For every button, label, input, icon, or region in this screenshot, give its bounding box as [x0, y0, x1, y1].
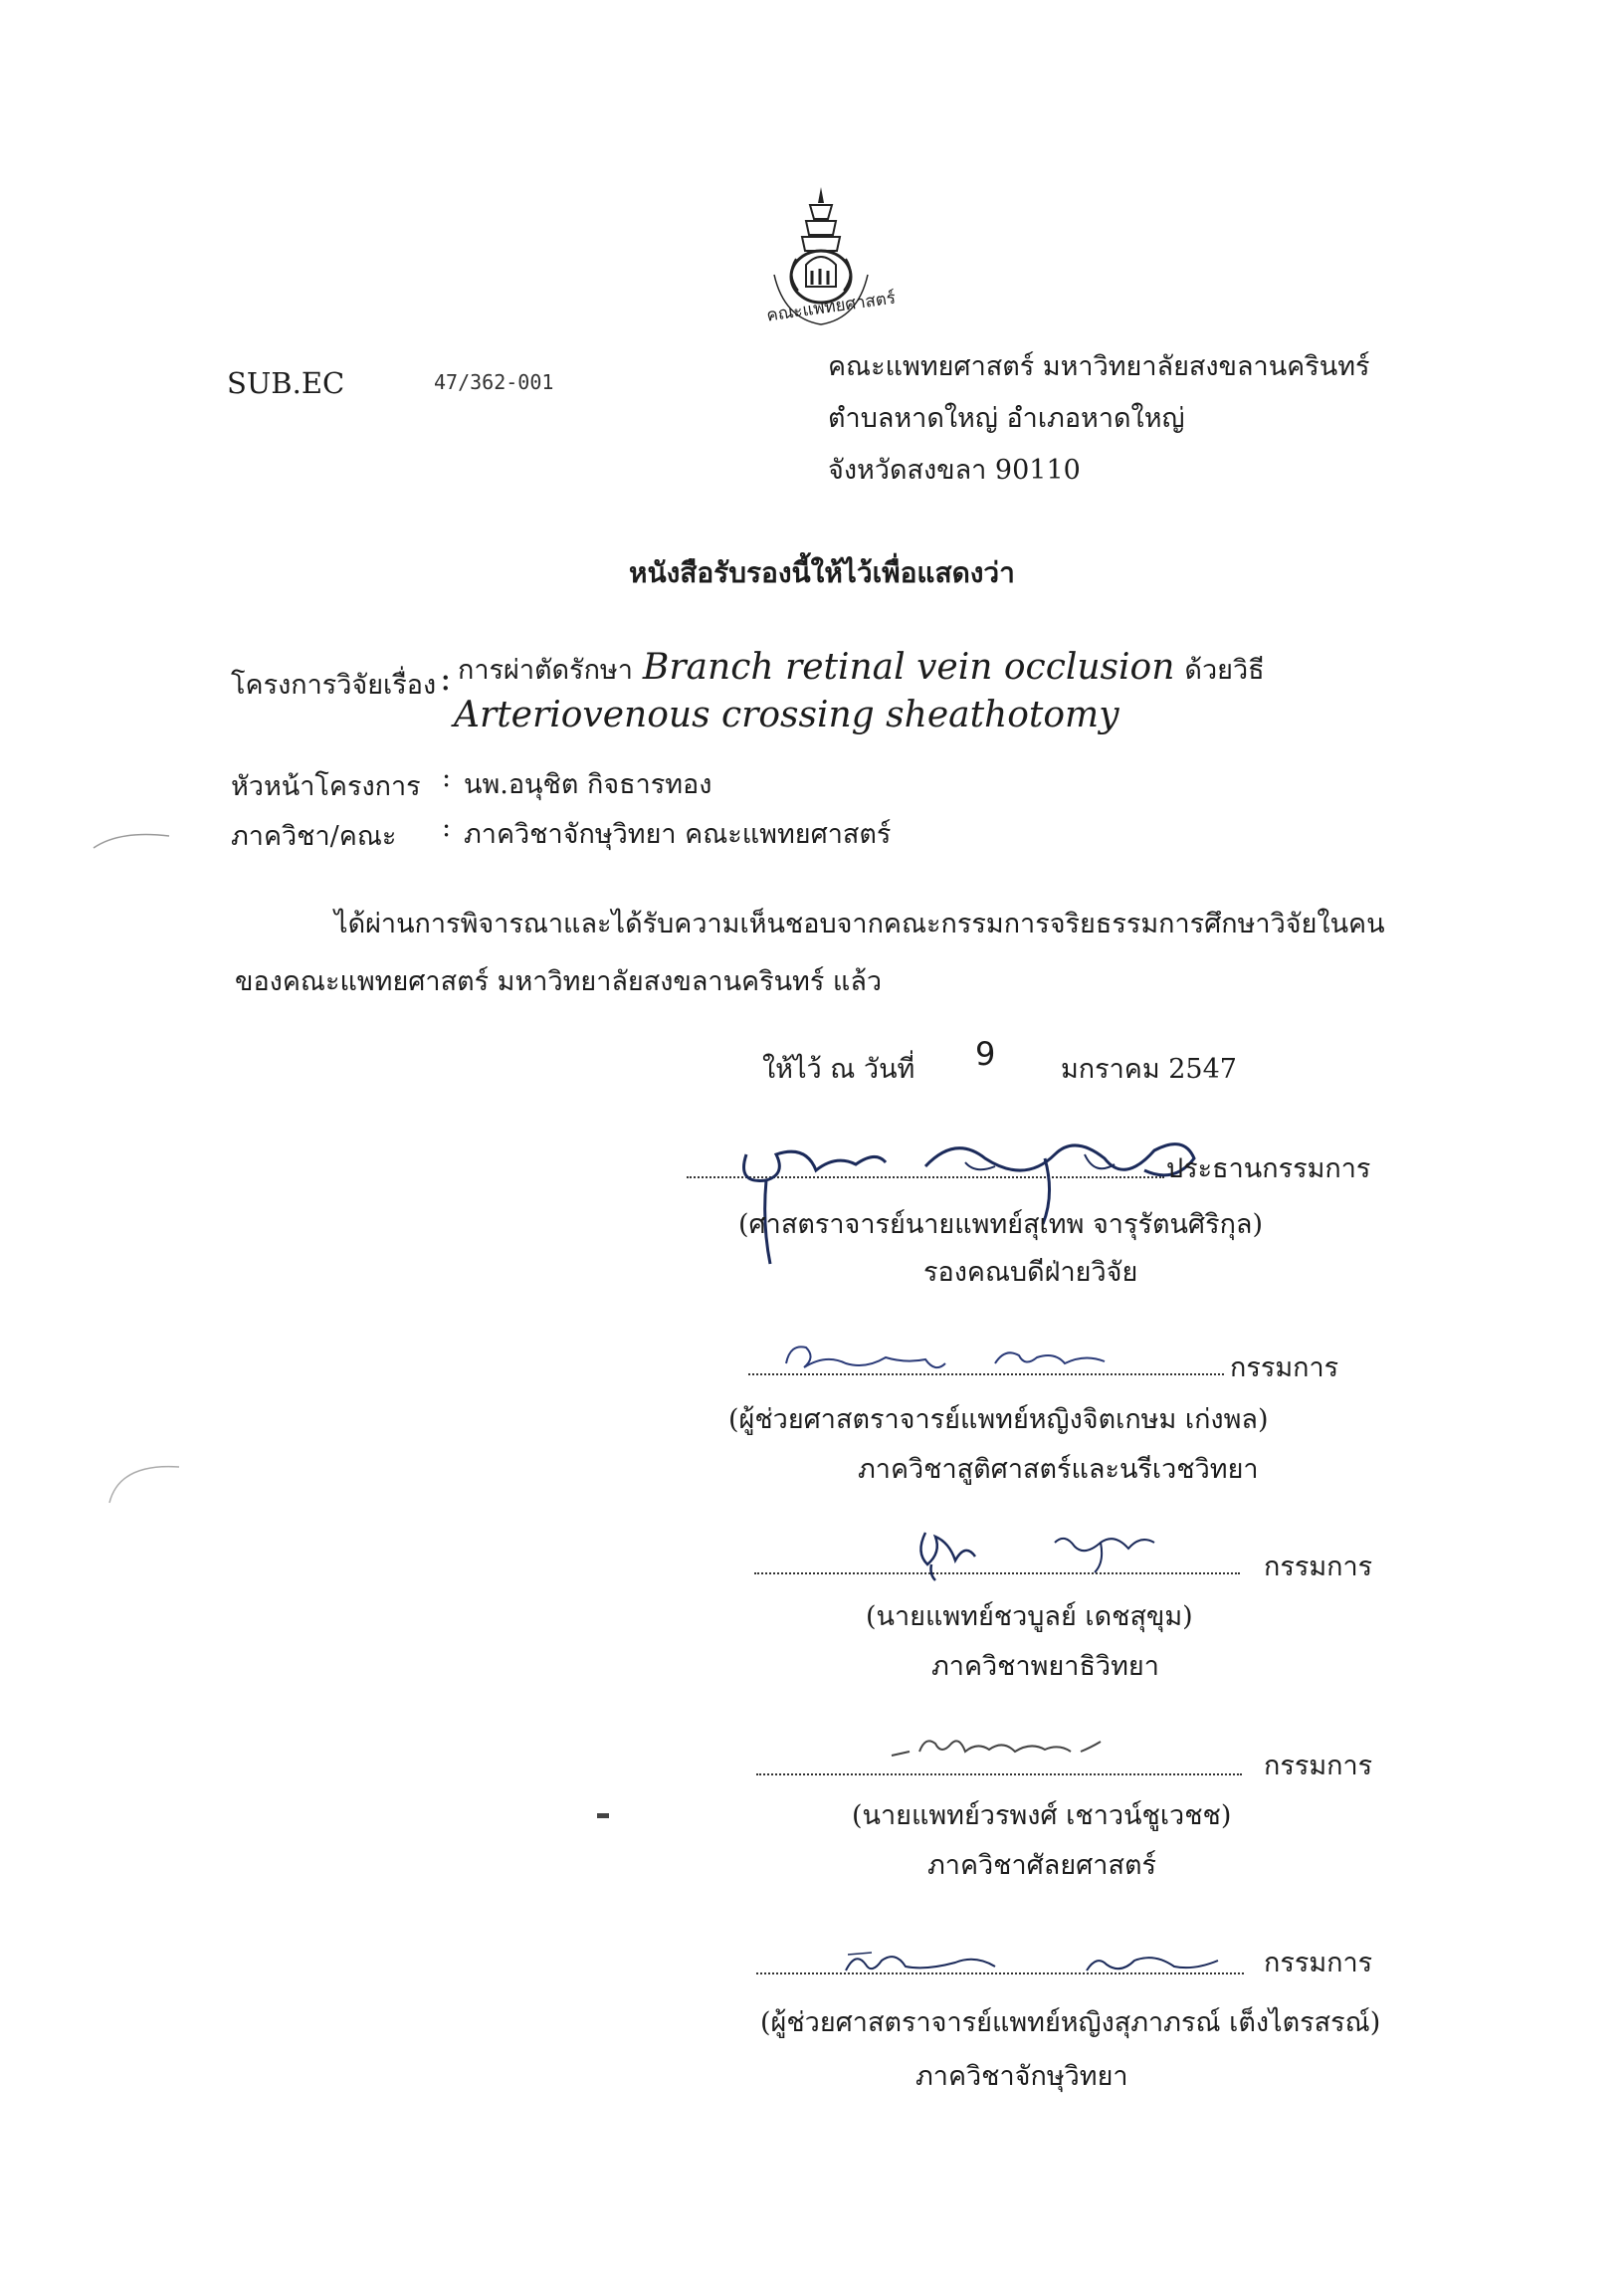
dept-colon: :	[442, 812, 452, 843]
signatory-3-name: (นายแพทย์ชวบูลย์ เดชสุขุม)	[866, 1601, 1193, 1632]
project-colon: :	[440, 659, 452, 699]
signatory-2-name: (ผู้ช่วยศาสตราจารย์แพทย์หญิงจิตเกษม เก่งพล)	[728, 1404, 1269, 1435]
signatory-1-name: (ศาสตราจารย์นายแพทย์สุเทพ จารุรัตนศิริกุล)	[738, 1209, 1264, 1240]
lead-label: หัวหน้าโครงการ	[231, 771, 421, 802]
stray-pen-mark	[100, 1453, 189, 1517]
address-line-1: คณะแพทยศาสตร์ มหาวิทยาลัยสงขลานครินทร์	[828, 351, 1370, 382]
signatory-5-position: ภาควิชาจักษุวิทยา	[915, 2061, 1128, 2092]
address-line-3: จังหวัดสงขลา 90110	[828, 455, 1081, 486]
dept-value: ภาควิชาจักษุวิทยา คณะแพทยศาสตร์	[464, 819, 892, 850]
signatory-5-role: กรรมการ	[1264, 1948, 1373, 1978]
signatory-1-position: รองคณบดีฝ่ายวิจัย	[923, 1257, 1138, 1288]
signatory-3-role: กรรมการ	[1264, 1552, 1373, 1582]
signatory-3-position: ภาควิชาพยาธิวิทยา	[931, 1651, 1159, 1682]
doc-code: SUB.EC	[227, 366, 345, 400]
signatory-4-role: กรรมการ	[1264, 1751, 1373, 1781]
date-day: 9	[975, 1035, 996, 1073]
signature-image	[776, 1334, 1115, 1387]
signatory-4-name: (นายแพทย์วรพงศ์ เชาวน์ชูเวชช)	[852, 1800, 1232, 1831]
project-title-english-2: Arteriovenous crossing sheathotomy	[454, 695, 1119, 735]
ref-number: 47/362-001	[434, 370, 554, 394]
signatory-4-position: ภาควิชาศัลยศาสตร์	[927, 1850, 1156, 1881]
seal-caption: คณะแพทยศาสตร์	[765, 288, 898, 326]
signature-image	[836, 1931, 1254, 1994]
certificate-title: หนังสือรับรองนี้ให้ไว้เพื่อแสดงว่า	[629, 556, 1015, 589]
body-line-1: ได้ผ่านการพิจารณาและได้รับความเห็นชอบจากคณะกรรมการจริยธรรมการศึกษาวิจัยในคน	[334, 909, 1385, 939]
signature-image	[906, 1513, 1204, 1586]
lead-colon: :	[442, 762, 452, 793]
project-title-thai-suffix: ด้วยวิธี	[1184, 655, 1265, 686]
faculty-seal	[736, 179, 906, 342]
stray-dash-mark	[597, 1813, 609, 1818]
signatory-2-role: กรรมการ	[1230, 1352, 1339, 1383]
project-title-line-1	[458, 647, 1265, 691]
project-title-english-1: Branch retinal vein occlusion	[642, 647, 1175, 688]
signatory-2-position: ภาควิชาสูติศาสตร์และนรีเวชวิทยา	[858, 1454, 1259, 1485]
project-title-thai-prefix: การผ่าตัดรักษา	[458, 655, 633, 686]
signatory-5-name: (ผู้ช่วยศาสตราจารย์แพทย์หญิงสุภาภรณ์ เต็งไตรสรณ์)	[760, 2007, 1381, 2038]
project-label: โครงการวิจัยเรื่อง	[231, 670, 437, 701]
signature-image	[886, 1722, 1144, 1775]
address-line-2: ตำบลหาดใหญ่ อำเภอหาดใหญ่	[828, 403, 1185, 434]
dept-label: ภาควิชา/คณะ	[231, 821, 397, 852]
date-prefix: ให้ไว้ ณ วันที่	[762, 1054, 915, 1085]
date-month-year: มกราคม 2547	[1061, 1054, 1237, 1085]
lead-value: นพ.อนุชิต กิจธารทอง	[464, 769, 712, 800]
body-line-2: ของคณะแพทยศาสตร์ มหาวิทยาลัยสงขลานครินทร์ แล้ว	[235, 966, 883, 997]
stray-pen-mark	[90, 826, 179, 860]
signatory-1-role: ประธานกรรมการ	[1166, 1153, 1371, 1184]
